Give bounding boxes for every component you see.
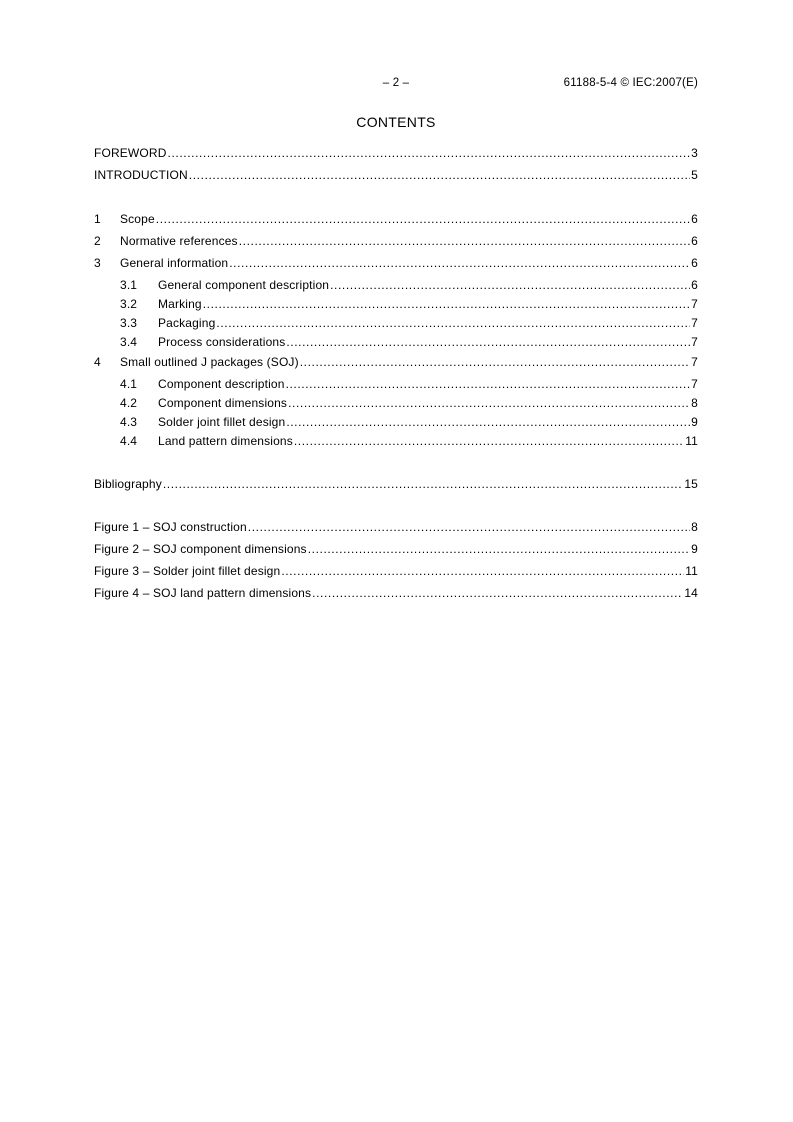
toc-entry-page: 9 bbox=[691, 415, 698, 429]
toc-entry-process-considerations[interactable] bbox=[94, 334, 698, 350]
toc-entry-marking[interactable] bbox=[94, 296, 698, 312]
toc-entry-title: General information bbox=[120, 256, 229, 270]
toc-entry-number: 4.2 bbox=[120, 396, 138, 410]
toc-entry-general-information[interactable] bbox=[94, 255, 698, 271]
toc-entry-title: FOREWORD bbox=[94, 146, 167, 160]
toc-entry-title: Normative references bbox=[120, 234, 238, 248]
toc-entry-solder-joint-fillet-design[interactable] bbox=[94, 414, 698, 430]
toc-entry-packaging[interactable] bbox=[94, 315, 698, 331]
toc-entry-component-dimensions[interactable] bbox=[94, 395, 698, 411]
toc-leader bbox=[163, 476, 684, 492]
toc-leader bbox=[308, 541, 690, 557]
toc-entry-page: 15 bbox=[684, 477, 698, 491]
toc-entry-page: 14 bbox=[684, 586, 698, 600]
toc-entry-figure-1[interactable] bbox=[94, 519, 698, 535]
toc-entry-number: 3 bbox=[94, 256, 101, 270]
toc-leader bbox=[156, 211, 690, 227]
toc-entry-title: Process considerations bbox=[158, 335, 286, 349]
toc-entry-number: 3.4 bbox=[120, 335, 138, 349]
toc-entry-number: 4.1 bbox=[120, 377, 138, 391]
toc-entry-number: 3.3 bbox=[120, 316, 138, 330]
toc-leader bbox=[300, 354, 690, 370]
toc-entry-page: 7 bbox=[691, 377, 698, 391]
toc-entry-number: 4.4 bbox=[120, 434, 138, 448]
toc-leader bbox=[239, 233, 690, 249]
toc-entry-small-outlined-j-packages[interactable] bbox=[94, 354, 698, 370]
toc-entry-page: 11 bbox=[685, 564, 698, 578]
toc-entry-title: Bibliography bbox=[94, 477, 162, 491]
toc-entry-title: Figure 3 – Solder joint fillet design bbox=[94, 564, 281, 578]
toc-entry-title: Figure 2 – SOJ component dimensions bbox=[94, 542, 307, 556]
toc-entry-number: 3.2 bbox=[120, 297, 138, 311]
toc-entry-general-component-description[interactable] bbox=[94, 277, 698, 293]
toc-leader bbox=[168, 145, 691, 161]
toc-entry-page: 8 bbox=[691, 396, 698, 410]
toc-leader bbox=[286, 376, 691, 392]
toc-entry-introduction[interactable] bbox=[94, 167, 698, 183]
toc-entry-title: Figure 4 – SOJ land pattern dimensions bbox=[94, 586, 312, 600]
toc-leader bbox=[281, 563, 684, 579]
toc-entry-page: 6 bbox=[691, 278, 698, 292]
page-header bbox=[94, 77, 698, 93]
toc-entry-page: 9 bbox=[691, 542, 698, 556]
toc-leader bbox=[229, 255, 690, 271]
toc-entry-title: Solder joint fillet design bbox=[158, 415, 286, 429]
toc-leader bbox=[288, 395, 690, 411]
toc-entry-title: Scope bbox=[120, 212, 155, 226]
toc-entry-page: 6 bbox=[691, 256, 698, 270]
toc-entry-component-description[interactable] bbox=[94, 376, 698, 392]
toc-entry-number: 4 bbox=[94, 355, 101, 369]
toc-entry-title: Component description bbox=[158, 377, 285, 391]
toc-entry-page: 6 bbox=[691, 234, 698, 248]
toc-entry-page: 3 bbox=[691, 146, 698, 160]
toc-entry-title: Land pattern dimensions bbox=[158, 434, 293, 448]
toc-entry-page: 7 bbox=[691, 355, 698, 369]
toc-entry-title: Component dimensions bbox=[158, 396, 288, 410]
toc-entry-number: 1 bbox=[94, 212, 101, 226]
toc-entry-normative-references[interactable] bbox=[94, 233, 698, 249]
toc-leader bbox=[312, 585, 683, 601]
toc-entry-number: 4.3 bbox=[120, 415, 138, 429]
toc-entry-page: 11 bbox=[685, 434, 698, 448]
toc-leader bbox=[203, 296, 690, 312]
toc-leader bbox=[294, 433, 684, 449]
toc-entry-title: INTRODUCTION bbox=[94, 168, 188, 182]
toc-leader bbox=[330, 277, 690, 293]
toc-entry-number: 3.1 bbox=[120, 278, 138, 292]
toc-entry-page: 7 bbox=[691, 316, 698, 330]
page-number: – 2 – bbox=[382, 77, 410, 89]
document-reference: 61188-5-4 © IEC:2007(E) bbox=[563, 77, 698, 89]
toc-entry-scope[interactable] bbox=[94, 211, 698, 227]
toc-entry-number: 2 bbox=[94, 234, 101, 248]
toc-entry-figure-3[interactable] bbox=[94, 563, 698, 579]
toc-entry-title: Marking bbox=[158, 297, 202, 311]
toc-entry-figure-4[interactable] bbox=[94, 585, 698, 601]
toc-leader bbox=[248, 519, 690, 535]
toc-leader bbox=[216, 315, 690, 331]
toc-entry-foreword[interactable] bbox=[94, 145, 698, 161]
toc-entry-page: 7 bbox=[691, 297, 698, 311]
toc-entry-figure-2[interactable] bbox=[94, 541, 698, 557]
toc-leader bbox=[286, 414, 690, 430]
toc-entry-bibliography[interactable] bbox=[94, 476, 698, 492]
toc-entry-title: Figure 1 – SOJ construction bbox=[94, 520, 247, 534]
toc-entry-title: Packaging bbox=[158, 316, 216, 330]
toc-entry-page: 5 bbox=[691, 168, 698, 182]
toc-entry-land-pattern-dimensions[interactable] bbox=[94, 433, 698, 449]
toc-leader bbox=[189, 167, 690, 183]
toc-entry-page: 7 bbox=[691, 335, 698, 349]
toc-entry-page: 8 bbox=[691, 520, 698, 534]
toc-entry-title: Small outlined J packages (SOJ) bbox=[120, 355, 299, 369]
contents-title: CONTENTS bbox=[356, 114, 436, 130]
toc-entry-page: 6 bbox=[691, 212, 698, 226]
toc-leader bbox=[286, 334, 690, 350]
toc-entry-title: General component description bbox=[158, 278, 330, 292]
